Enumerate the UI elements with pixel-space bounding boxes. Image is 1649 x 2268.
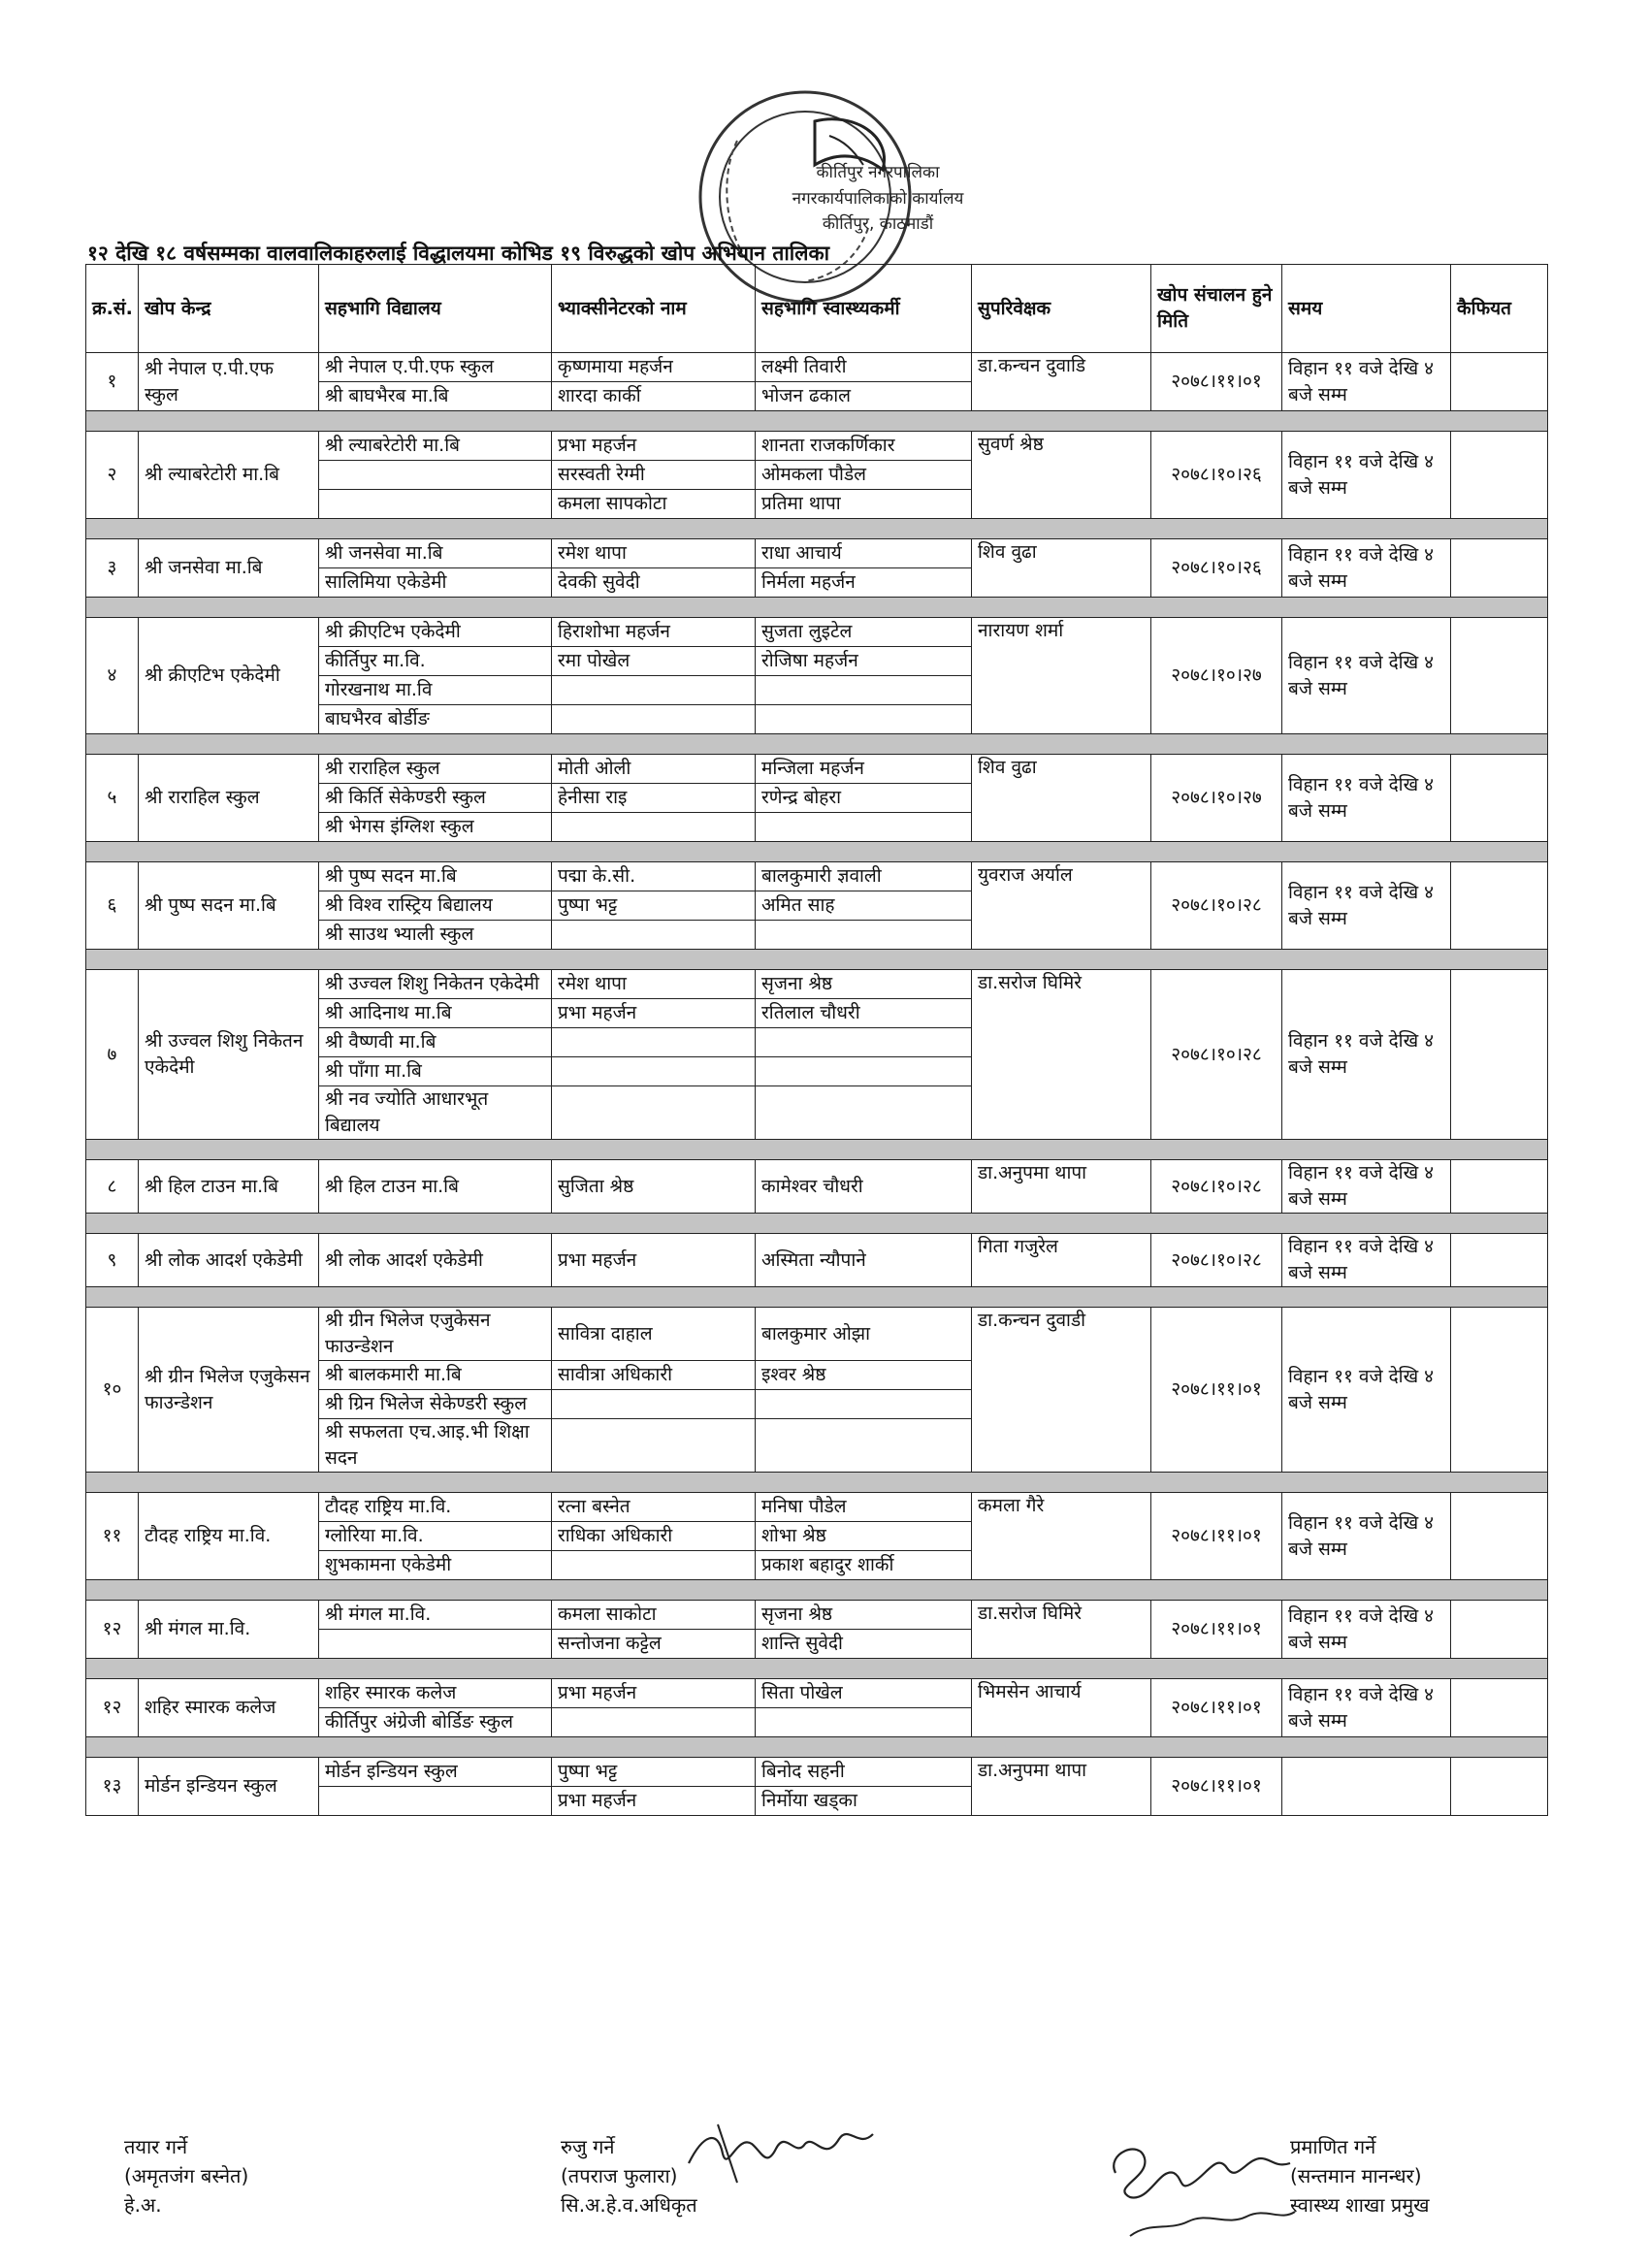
row-school: श्री पुष्प सदन मा.बि bbox=[319, 862, 552, 891]
table-row bbox=[86, 432, 1548, 461]
row-vaccination-center: श्री लोक आदर्श एकेडेमी bbox=[139, 1234, 319, 1287]
separator-cell bbox=[86, 1214, 1548, 1234]
checked-name: (तपराज फुलारा) bbox=[561, 2164, 678, 2187]
row-school: श्री मंगल मा.वि. bbox=[319, 1601, 552, 1630]
row-school: श्री आदिनाथ मा.बि bbox=[319, 999, 552, 1028]
document-title: १२ देखि १८ वर्षसम्मका वालवालिकाहरुलाई विद्धालयमा कोभिड १९ विरुद्धको खोप अभियान तालिका bbox=[87, 242, 830, 265]
row-remarks bbox=[1451, 1308, 1548, 1473]
row-school: श्री उज्वल शिशु निकेतन एकेदेमी bbox=[319, 970, 552, 999]
row-remarks bbox=[1451, 862, 1548, 950]
row-health-worker: निर्मोया खड्का bbox=[756, 1787, 972, 1816]
row-vaccination-center: श्री राराहिल स्कुल bbox=[139, 755, 319, 842]
row-health-worker bbox=[756, 1028, 972, 1057]
row-serial-number: १२ bbox=[86, 1601, 139, 1659]
row-date: २०७८।१०।२७ bbox=[1151, 618, 1282, 734]
row-date: २०७८।१०।२८ bbox=[1151, 1234, 1282, 1287]
separator-cell bbox=[86, 1580, 1548, 1601]
row-serial-number: १२ bbox=[86, 1679, 139, 1737]
row-health-worker: अमित साह bbox=[756, 891, 972, 921]
row-vaccination-center: श्री पुष्प सदन मा.बि bbox=[139, 862, 319, 950]
table-row bbox=[86, 755, 1548, 784]
row-supervisor: भिमसेन आचार्य bbox=[972, 1679, 1151, 1737]
row-school: ग्लोरिया मा.वि. bbox=[319, 1522, 552, 1551]
row-separator bbox=[86, 598, 1548, 618]
row-vaccination-center: शहिर स्मारक कलेज bbox=[139, 1679, 319, 1737]
separator-cell bbox=[86, 1473, 1548, 1493]
row-school: श्री बालकमारी मा.बि bbox=[319, 1361, 552, 1390]
row-separator bbox=[86, 950, 1548, 970]
row-health-worker: ओमकला पौडेल bbox=[756, 461, 972, 490]
row-school: टौदह राष्ट्रिय मा.वि. bbox=[319, 1493, 552, 1522]
row-health-worker: प्रतिमा थापा bbox=[756, 490, 972, 519]
row-vaccinator: कमला सापकोटा bbox=[552, 490, 756, 519]
table-row bbox=[86, 353, 1548, 382]
row-separator bbox=[86, 842, 1548, 862]
row-remarks bbox=[1451, 755, 1548, 842]
row-date: २०७८।१०।२८ bbox=[1151, 970, 1282, 1140]
row-date: २०७८।१०।२८ bbox=[1151, 862, 1282, 950]
row-remarks bbox=[1451, 539, 1548, 598]
checked-title: सि.अ.हे.व.अधिकृत bbox=[561, 2193, 697, 2217]
row-health-worker: रतिलाल चौधरी bbox=[756, 999, 972, 1028]
table-row bbox=[86, 1493, 1548, 1522]
row-supervisor: डा.सरोज घिमिरे bbox=[972, 1601, 1151, 1659]
row-vaccinator bbox=[552, 1390, 756, 1419]
row-vaccinator: सावित्रा दाहाल bbox=[552, 1308, 756, 1361]
row-school: बाघभैरव बोर्डीङ bbox=[319, 705, 552, 734]
row-vaccination-center: टौदह राष्ट्रिय मा.वि. bbox=[139, 1493, 319, 1580]
row-vaccinator bbox=[552, 1551, 756, 1580]
prepared-label: तयार गर्ने bbox=[124, 2135, 188, 2158]
separator-cell bbox=[86, 842, 1548, 862]
separator-cell bbox=[86, 1737, 1548, 1758]
row-supervisor: कमला गैरे bbox=[972, 1493, 1151, 1580]
row-serial-number: १ bbox=[86, 353, 139, 411]
row-school: श्री पाँगा मा.बि bbox=[319, 1057, 552, 1086]
row-health-worker bbox=[756, 921, 972, 950]
row-vaccinator bbox=[552, 1057, 756, 1086]
row-health-worker: मन्जिला महर्जन bbox=[756, 755, 972, 784]
row-school: शुभकामना एकेडेमी bbox=[319, 1551, 552, 1580]
row-vaccinator bbox=[552, 1419, 756, 1473]
row-serial-number: ८ bbox=[86, 1160, 139, 1214]
row-school: श्री लोक आदर्श एकेडेमी bbox=[319, 1234, 552, 1287]
row-school: श्री बाघभैरब मा.बि bbox=[319, 382, 552, 411]
separator-cell bbox=[86, 519, 1548, 539]
row-separator bbox=[86, 1214, 1548, 1234]
row-remarks bbox=[1451, 353, 1548, 411]
row-school: श्री हिल टाउन मा.बि bbox=[319, 1160, 552, 1214]
row-school: श्री किर्ति सेकेण्डरी स्कुल bbox=[319, 784, 552, 813]
approved-name: (सन्तमान मानन्धर) bbox=[1290, 2164, 1422, 2187]
header-remarks: कैफियत bbox=[1451, 265, 1548, 353]
header-health-worker: सहभागि स्वास्थ्यकर्मी bbox=[756, 265, 972, 353]
row-health-worker: निर्मला महर्जन bbox=[756, 568, 972, 598]
row-school bbox=[319, 461, 552, 490]
row-date: २०७८।११।०१ bbox=[1151, 1758, 1282, 1816]
row-time: विहान ११ वजे देखि ४ बजे सम्म bbox=[1282, 970, 1451, 1140]
row-vaccinator: पुष्पा भट्ट bbox=[552, 891, 756, 921]
row-health-worker: भोजन ढकाल bbox=[756, 382, 972, 411]
row-vaccinator bbox=[552, 676, 756, 705]
row-remarks bbox=[1451, 1758, 1548, 1816]
table-row bbox=[86, 539, 1548, 568]
approver-signature bbox=[1101, 2129, 1305, 2255]
checked-by-block bbox=[561, 2132, 697, 2219]
row-date: २०७८।१०।२८ bbox=[1151, 1160, 1282, 1214]
row-serial-number: १३ bbox=[86, 1758, 139, 1816]
separator-cell bbox=[86, 734, 1548, 755]
row-school: श्री ल्याबरेटोरी मा.बि bbox=[319, 432, 552, 461]
row-school: शहिर स्मारक कलेज bbox=[319, 1679, 552, 1708]
row-serial-number: ५ bbox=[86, 755, 139, 842]
row-supervisor: शिव वुढा bbox=[972, 755, 1151, 842]
row-health-worker: शानता राजकर्णिकार bbox=[756, 432, 972, 461]
table-row bbox=[86, 1758, 1548, 1787]
row-vaccination-center: श्री ग्रीन भिलेज एजुकेसन फाउन्डेशन bbox=[139, 1308, 319, 1473]
row-health-worker: रोजिषा महर्जन bbox=[756, 647, 972, 676]
row-time: विहान ११ वजे देखि ४ बजे सम्म bbox=[1282, 539, 1451, 598]
row-vaccination-center: श्री मंगल मा.वि. bbox=[139, 1601, 319, 1659]
row-separator bbox=[86, 1287, 1548, 1308]
row-health-worker: इश्वर श्रेष्ठ bbox=[756, 1361, 972, 1390]
header-time: समय bbox=[1282, 265, 1451, 353]
row-school: श्री सफलता एच.आइ.भी शिक्षा सदन bbox=[319, 1419, 552, 1473]
row-serial-number: ६ bbox=[86, 862, 139, 950]
row-vaccination-center: श्री नेपाल ए.पी.एफ स्कुल bbox=[139, 353, 319, 411]
row-health-worker: मनिषा पौडेल bbox=[756, 1493, 972, 1522]
separator-cell bbox=[86, 1140, 1548, 1160]
row-separator bbox=[86, 1659, 1548, 1679]
row-remarks bbox=[1451, 1234, 1548, 1287]
row-time: विहान ११ वजे देखि ४ बजे सम्म bbox=[1282, 755, 1451, 842]
row-vaccination-center: श्री उज्वल शिशु निकेतन एकेदेमी bbox=[139, 970, 319, 1140]
row-supervisor: डा.अनुपमा थापा bbox=[972, 1160, 1151, 1214]
row-school: श्री वैष्णवी मा.बि bbox=[319, 1028, 552, 1057]
row-vaccinator: रमेश थापा bbox=[552, 970, 756, 999]
row-school: गोरखनाथ मा.वि bbox=[319, 676, 552, 705]
row-supervisor: डा.सरोज घिमिरे bbox=[972, 970, 1151, 1140]
row-supervisor: डा.कन्चन दुवाडि bbox=[972, 353, 1151, 411]
approved-label: प्रमाणित गर्ने bbox=[1290, 2135, 1376, 2158]
row-health-worker bbox=[756, 813, 972, 842]
row-health-worker: सृजना श्रेष्ठ bbox=[756, 1601, 972, 1630]
vaccination-schedule-table bbox=[85, 264, 1548, 1816]
row-vaccinator: पुष्पा भट्ट bbox=[552, 1758, 756, 1787]
separator-cell bbox=[86, 598, 1548, 618]
table-row bbox=[86, 1234, 1548, 1287]
row-serial-number: ७ bbox=[86, 970, 139, 1140]
row-serial-number: ३ bbox=[86, 539, 139, 598]
table-row bbox=[86, 1601, 1548, 1630]
row-school: श्री नव ज्योति आधारभूत बिद्यालय bbox=[319, 1086, 552, 1140]
row-serial-number: ११ bbox=[86, 1493, 139, 1580]
row-health-worker: प्रकाश बहादुर शार्की bbox=[756, 1551, 972, 1580]
row-school: श्री ग्रीन भिलेज एजुकेसन फाउन्डेशन bbox=[319, 1308, 552, 1361]
row-remarks bbox=[1451, 1679, 1548, 1737]
row-health-worker: सुजता लुइटेल bbox=[756, 618, 972, 647]
row-vaccination-center: श्री हिल टाउन मा.बि bbox=[139, 1160, 319, 1214]
row-date: २०७८।११।०१ bbox=[1151, 1308, 1282, 1473]
prepared-by-block bbox=[124, 2132, 248, 2219]
row-school bbox=[319, 490, 552, 519]
row-health-worker: रणेन्द्र बोहरा bbox=[756, 784, 972, 813]
row-remarks bbox=[1451, 1601, 1548, 1659]
row-separator bbox=[86, 734, 1548, 755]
row-school: सालिमिया एकेडेमी bbox=[319, 568, 552, 598]
row-vaccinator: राधिका अधिकारी bbox=[552, 1522, 756, 1551]
row-serial-number: १० bbox=[86, 1308, 139, 1473]
row-date: २०७८।१०।२६ bbox=[1151, 432, 1282, 519]
row-vaccinator: रत्ना बस्नेत bbox=[552, 1493, 756, 1522]
row-health-worker: राधा आचार्य bbox=[756, 539, 972, 568]
table-row bbox=[86, 862, 1548, 891]
row-health-worker: बालकुमार ओझा bbox=[756, 1308, 972, 1361]
row-school: कीर्तिपुर मा.वि. bbox=[319, 647, 552, 676]
stamp-line-1: कीर्तिपुर नगरपालिका bbox=[816, 163, 940, 182]
row-vaccinator: हेनीसा राइ bbox=[552, 784, 756, 813]
header-vaccinator: भ्याक्सीनेटरको नाम bbox=[552, 265, 756, 353]
row-separator bbox=[86, 1473, 1548, 1493]
row-health-worker bbox=[756, 705, 972, 734]
row-vaccinator: शारदा कार्की bbox=[552, 382, 756, 411]
header-supervisor: सुपरिवेक्षक bbox=[972, 265, 1151, 353]
row-school: श्री साउथ भ्याली स्कुल bbox=[319, 921, 552, 950]
row-health-worker bbox=[756, 1057, 972, 1086]
row-time bbox=[1282, 1758, 1451, 1816]
row-time: विहान ११ वजे देखि ४ बजे सम्म bbox=[1282, 1493, 1451, 1580]
row-health-worker: सिता पोखेल bbox=[756, 1679, 972, 1708]
row-date: २०७८।११।०१ bbox=[1151, 1679, 1282, 1737]
row-separator bbox=[86, 411, 1548, 432]
row-school bbox=[319, 1630, 552, 1659]
row-vaccinator: प्रभा महर्जन bbox=[552, 1234, 756, 1287]
row-vaccinator: प्रभा महर्जन bbox=[552, 1679, 756, 1708]
row-school: श्री विश्व रास्ट्रिय बिद्यालय bbox=[319, 891, 552, 921]
row-separator bbox=[86, 1737, 1548, 1758]
header-date: खोप संचालन हुने मिति bbox=[1151, 265, 1282, 353]
row-health-worker: सृजना श्रेष्ठ bbox=[756, 970, 972, 999]
row-vaccination-center: मोर्डन इन्डियन स्कुल bbox=[139, 1758, 319, 1816]
separator-cell bbox=[86, 411, 1548, 432]
row-school: श्री जनसेवा मा.बि bbox=[319, 539, 552, 568]
row-vaccinator: रमा पोखेल bbox=[552, 647, 756, 676]
row-school: श्री क्रीएटिभ एकेदेमी bbox=[319, 618, 552, 647]
row-serial-number: ९ bbox=[86, 1234, 139, 1287]
row-vaccinator: सुजिता श्रेष्ठ bbox=[552, 1160, 756, 1214]
checker-signature bbox=[679, 2115, 883, 2192]
row-vaccination-center: श्री जनसेवा मा.बि bbox=[139, 539, 319, 598]
row-vaccinator: सन्तोजना कट्टेल bbox=[552, 1630, 756, 1659]
row-health-worker bbox=[756, 1390, 972, 1419]
approved-title: स्वास्थ्य शाखा प्रमुख bbox=[1290, 2193, 1430, 2217]
row-time: विहान ११ वजे देखि ४ बजे सम्म bbox=[1282, 353, 1451, 411]
row-vaccination-center: श्री ल्याबरेटोरी मा.बि bbox=[139, 432, 319, 519]
row-time: विहान ११ वजे देखि ४ बजे सम्म bbox=[1282, 1679, 1451, 1737]
header-sn: क्र.सं. bbox=[86, 265, 139, 353]
separator-cell bbox=[86, 950, 1548, 970]
row-vaccinator: कमला साकोटा bbox=[552, 1601, 756, 1630]
row-date: २०७८।१०।२७ bbox=[1151, 755, 1282, 842]
table-row bbox=[86, 970, 1548, 999]
row-vaccinator: सावीत्रा अधिकारी bbox=[552, 1361, 756, 1390]
stamp-line-3: कीर्तिपुर, काठमाडौं bbox=[822, 214, 934, 234]
row-health-worker: कामेश्वर चौधरी bbox=[756, 1160, 972, 1214]
separator-cell bbox=[86, 1659, 1548, 1679]
row-health-worker: शोभा श्रेष्ठ bbox=[756, 1522, 972, 1551]
table-header-row bbox=[86, 265, 1548, 353]
row-supervisor: डा.कन्चन दुवाडी bbox=[972, 1308, 1151, 1473]
row-time: विहान ११ वजे देखि ४ बजे सम्म bbox=[1282, 1308, 1451, 1473]
row-separator bbox=[86, 519, 1548, 539]
row-health-worker: लक्ष्मी तिवारी bbox=[756, 353, 972, 382]
row-vaccinator: प्रभा महर्जन bbox=[552, 999, 756, 1028]
row-school: श्री ग्रिन भिलेज सेकेण्डरी स्कुल bbox=[319, 1390, 552, 1419]
table-row bbox=[86, 1308, 1548, 1361]
table-row bbox=[86, 1679, 1548, 1708]
row-school: मोर्डन इन्डियन स्कुल bbox=[319, 1758, 552, 1787]
row-health-worker: बालकुमारी ज्ञवाली bbox=[756, 862, 972, 891]
row-school: श्री राराहिल स्कुल bbox=[319, 755, 552, 784]
row-vaccinator bbox=[552, 813, 756, 842]
row-vaccination-center: श्री क्रीएटिभ एकेदेमी bbox=[139, 618, 319, 734]
row-vaccinator: रमेश थापा bbox=[552, 539, 756, 568]
row-serial-number: २ bbox=[86, 432, 139, 519]
row-remarks bbox=[1451, 618, 1548, 734]
row-vaccinator: पद्मा के.सी. bbox=[552, 862, 756, 891]
row-health-worker: शान्ति सुवेदी bbox=[756, 1630, 972, 1659]
row-vaccinator bbox=[552, 705, 756, 734]
row-date: २०७८।१०।२६ bbox=[1151, 539, 1282, 598]
row-vaccinator bbox=[552, 1708, 756, 1737]
row-time: विहान ११ वजे देखि ४ बजे सम्म bbox=[1282, 1601, 1451, 1659]
row-school: कीर्तिपुर अंग्रेजी बोर्डिङ स्कुल bbox=[319, 1708, 552, 1737]
row-health-worker bbox=[756, 1419, 972, 1473]
row-health-worker: बिनोद सहनी bbox=[756, 1758, 972, 1787]
row-remarks bbox=[1451, 432, 1548, 519]
separator-cell bbox=[86, 1287, 1548, 1308]
row-school bbox=[319, 1787, 552, 1816]
row-vaccinator: मोती ओली bbox=[552, 755, 756, 784]
row-supervisor: नारायण शर्मा bbox=[972, 618, 1151, 734]
row-health-worker bbox=[756, 1708, 972, 1737]
row-school: श्री नेपाल ए.पी.एफ स्कुल bbox=[319, 353, 552, 382]
row-health-worker: अस्मिता न्यौपाने bbox=[756, 1234, 972, 1287]
row-vaccinator: प्रभा महर्जन bbox=[552, 1787, 756, 1816]
table-row bbox=[86, 1160, 1548, 1214]
row-remarks bbox=[1451, 1160, 1548, 1214]
row-vaccinator: प्रभा महर्जन bbox=[552, 432, 756, 461]
row-time: विहान ११ वजे देखि ४ बजे सम्म bbox=[1282, 618, 1451, 734]
row-supervisor: डा.अनुपमा थापा bbox=[972, 1758, 1151, 1816]
row-vaccinator bbox=[552, 1086, 756, 1140]
prepared-title: हे.अ. bbox=[124, 2193, 162, 2217]
row-supervisor: सुवर्ण श्रेष्ठ bbox=[972, 432, 1151, 519]
header-center: खोप केन्द्र bbox=[139, 265, 319, 353]
row-supervisor: युवराज अर्याल bbox=[972, 862, 1151, 950]
row-date: २०७८।११।०१ bbox=[1151, 1493, 1282, 1580]
row-vaccinator: हिराशोभा महर्जन bbox=[552, 618, 756, 647]
row-vaccinator bbox=[552, 1028, 756, 1057]
row-supervisor: शिव वुढा bbox=[972, 539, 1151, 598]
row-date: २०७८।११।०१ bbox=[1151, 1601, 1282, 1659]
approved-by-block bbox=[1290, 2132, 1430, 2219]
row-health-worker bbox=[756, 676, 972, 705]
row-vaccinator: देवकी सुवेदी bbox=[552, 568, 756, 598]
row-supervisor: गिता गजुरेल bbox=[972, 1234, 1151, 1287]
stamp-line-2: नगरकार्यपालिकाको कार्यालय bbox=[792, 189, 964, 209]
prepared-name: (अमृतजंग बस्नेत) bbox=[124, 2164, 249, 2187]
row-date: २०७८।११।०१ bbox=[1151, 353, 1282, 411]
row-serial-number: ४ bbox=[86, 618, 139, 734]
row-time: विहान ११ वजे देखि ४ बजे सम्म bbox=[1282, 432, 1451, 519]
row-remarks bbox=[1451, 1493, 1548, 1580]
checked-label: रुजु गर्ने bbox=[561, 2135, 615, 2158]
row-health-worker bbox=[756, 1086, 972, 1140]
row-time: विहान ११ वजे देखि ४ बजे सम्म bbox=[1282, 1234, 1451, 1287]
row-vaccinator bbox=[552, 921, 756, 950]
row-time: विहान ११ वजे देखि ४ बजे सम्म bbox=[1282, 1160, 1451, 1214]
row-time: विहान ११ वजे देखि ४ बजे सम्म bbox=[1282, 862, 1451, 950]
row-vaccinator: सरस्वती रेग्मी bbox=[552, 461, 756, 490]
header-schools: सहभागि विद्यालय bbox=[319, 265, 552, 353]
row-separator bbox=[86, 1140, 1548, 1160]
row-separator bbox=[86, 1580, 1548, 1601]
row-school: श्री भेगस इंग्लिश स्कुल bbox=[319, 813, 552, 842]
row-remarks bbox=[1451, 970, 1548, 1140]
row-vaccinator: कृष्णमाया महर्जन bbox=[552, 353, 756, 382]
table-row bbox=[86, 618, 1548, 647]
